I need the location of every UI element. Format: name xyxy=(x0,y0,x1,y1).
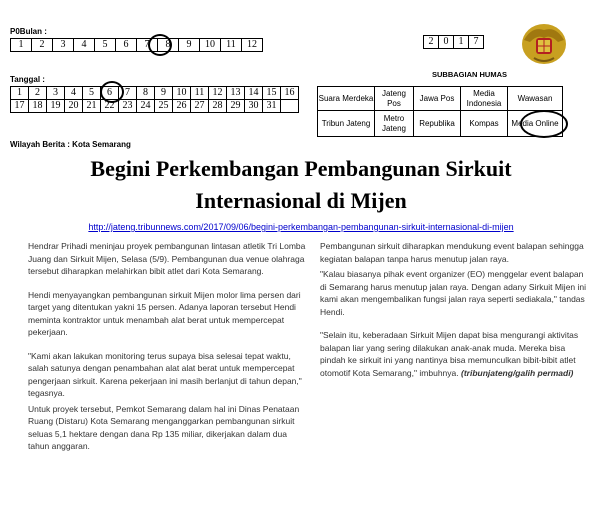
year-digit: 2 xyxy=(424,36,439,49)
bulan-label: P0Bulan : xyxy=(10,27,47,36)
tanggal-cell: 24 xyxy=(137,100,155,113)
tanggal-cell: 22 xyxy=(101,100,119,113)
bulan-cell: 6 xyxy=(116,39,137,52)
tanggal-grid xyxy=(10,86,299,113)
tanggal-cell: 29 xyxy=(227,100,245,113)
tanggal-cell: 14 xyxy=(245,87,263,100)
bulan-cell: 1 xyxy=(11,39,32,52)
tanggal-cell: 5 xyxy=(83,87,101,100)
tanggal-cell: 2 xyxy=(29,87,47,100)
year-digit: 7 xyxy=(469,36,484,49)
year-digit: 1 xyxy=(454,36,469,49)
article-url-link[interactable]: http://jateng.tribunnews.com/2017/09/06/begini-perkembangan-pembangunan-sirkuit-internasional-di-mijen xyxy=(88,222,514,232)
wilayah-berita: Wilayah Berita : Kota Semarang xyxy=(10,140,131,149)
tanggal-cell: 8 xyxy=(137,87,155,100)
bulan-cell: 7 xyxy=(137,39,158,52)
tanggal-cell: 26 xyxy=(173,100,191,113)
bulan-cell: 4 xyxy=(74,39,95,52)
bulan-selected-circle xyxy=(148,34,172,56)
bulan-cell: 10 xyxy=(200,39,221,52)
media-metro-jateng: Metro Jateng xyxy=(375,111,414,137)
bulan-grid xyxy=(10,38,263,52)
tanggal-cell: 11 xyxy=(191,87,209,100)
paragraph: Pembangunan sirkuit diharapkan mendukung event balapan sehingga kegiatan balapan tanpa harus menutup jalan raya. xyxy=(320,241,584,264)
media-wawasan: Wawasan xyxy=(508,87,563,111)
bulan-cell: 3 xyxy=(53,39,74,52)
tanggal-cell: 23 xyxy=(119,100,137,113)
bulan-cell: 2 xyxy=(32,39,53,52)
article-title-line2: Internasional di Mijen xyxy=(195,188,407,213)
department-label: SUBBAGIAN HUMAS xyxy=(432,70,507,79)
tanggal-cell xyxy=(281,100,299,113)
media-tribun-jateng: Tribun Jateng xyxy=(318,111,375,137)
byline: (tribunjateng/galih permadi) xyxy=(461,367,574,378)
article-title-line1: Begini Perkembangan Pembangunan Sirkuit xyxy=(90,156,512,181)
tanggal-cell: 12 xyxy=(209,87,227,100)
bulan-cell: 5 xyxy=(95,39,116,52)
tanggal-cell: 7 xyxy=(119,87,137,100)
tanggal-cell: 9 xyxy=(155,87,173,100)
tanggal-cell: 30 xyxy=(245,100,263,113)
media-jawa-pos: Jawa Pos xyxy=(414,87,461,111)
article-left-column xyxy=(28,240,308,464)
tanggal-cell: 6 xyxy=(101,87,119,100)
tanggal-cell: 4 xyxy=(65,87,83,100)
year-boxes xyxy=(423,35,484,49)
tanggal-cell: 1 xyxy=(11,87,29,100)
bulan-cell: 11 xyxy=(221,39,242,52)
media-selected-circle xyxy=(520,110,568,138)
tanggal-cell: 28 xyxy=(209,100,227,113)
tanggal-selected-circle xyxy=(100,81,124,103)
bulan-cell: 8 xyxy=(158,39,179,52)
tanggal-cell: 3 xyxy=(47,87,65,100)
tanggal-cell: 15 xyxy=(263,87,281,100)
paragraph: Untuk proyek tersebut, Pemkot Semarang dalam hal ini Dinas Penataan Ruang (Distaru) Kota Semarang menganggarkan pembangunan sirkuit seluas 5,1 hektare dengan dana Rp 135 miliar, dikerjakan dalam dua tahun anggaran. xyxy=(28,403,300,451)
tanggal-cell: 20 xyxy=(65,100,83,113)
tanggal-cell: 25 xyxy=(155,100,173,113)
tanggal-cell: 21 xyxy=(83,100,101,113)
tanggal-label: Tanggal : xyxy=(10,75,45,84)
tanggal-cell: 17 xyxy=(11,100,29,113)
tanggal-cell: 27 xyxy=(191,100,209,113)
media-online: Media Online xyxy=(508,111,563,137)
bulan-cell: 9 xyxy=(179,39,200,52)
media-suara-merdeka: Suara Merdeka xyxy=(318,87,375,111)
bulan-cell: 12 xyxy=(242,39,263,52)
paragraph: "Kami akan lakukan monitoring terus supaya bisa selesai tepat waktu, salah satunya dengan penambahan alat alat berat untuk mempercepat pengerjaan sirkuit. Karena pekerjaan ini masih berlanjut di tahun depan," tegasnya. xyxy=(28,350,302,398)
paragraph-text: "Selain itu, keberadaan Sirkuit Mijen dapat bisa mengurangi aktivitas balapan liar yang sering dilakukan anak-anak muda. Mereka bisa pindah ke sirkuit ini yang nantinya bisa memunculkan bibit-bibit atlet otomotif Kota Semarang," imbuhnya. xyxy=(320,330,579,378)
media-republika: Republika xyxy=(414,111,461,137)
paragraph xyxy=(320,329,590,379)
tanggal-cell: 19 xyxy=(47,100,65,113)
media-jateng-pos: Jateng Pos xyxy=(375,87,414,111)
tanggal-cell: 16 xyxy=(281,87,299,100)
tanggal-cell: 31 xyxy=(263,100,281,113)
year-digit: 0 xyxy=(439,36,454,49)
article-right-column xyxy=(320,240,590,390)
paragraph: Hendi menyayangkan pembangunan sirkuit Mijen molor lima persen dari target yang ditentukan yakni 15 persen. Adanya laporan tersebut Hendi meminta kontraktor untuk menambah alat berat untuk mempercepat pekerjaan. xyxy=(28,289,301,337)
tanggal-cell: 18 xyxy=(29,100,47,113)
tanggal-cell: 13 xyxy=(227,87,245,100)
garuda-emblem-icon xyxy=(520,20,568,68)
paragraph: Hendrar Prihadi meninjau proyek pembangunan lintasan atletik Tri Lomba Juang dan Sirkuit Mijen, Selasa (5/9). Pembangunan dua venue olahraga tersebut diharapkan melahirkan bibit atlet dari Kota Semarang. xyxy=(28,241,306,276)
paragraph: "Kalau biasanya pihak event organizer (EO) menggelar event balapan di Semarang harus menutup jalan raya. Dengan adany Sirkuit Mijen ini kami akan mengembalikan fungsi jalan raya seperti sediakala," tandas Hendi. xyxy=(320,269,587,317)
tanggal-cell: 10 xyxy=(173,87,191,100)
media-indonesia: Media Indonesia xyxy=(461,87,508,111)
media-kompas: Kompas xyxy=(461,111,508,137)
